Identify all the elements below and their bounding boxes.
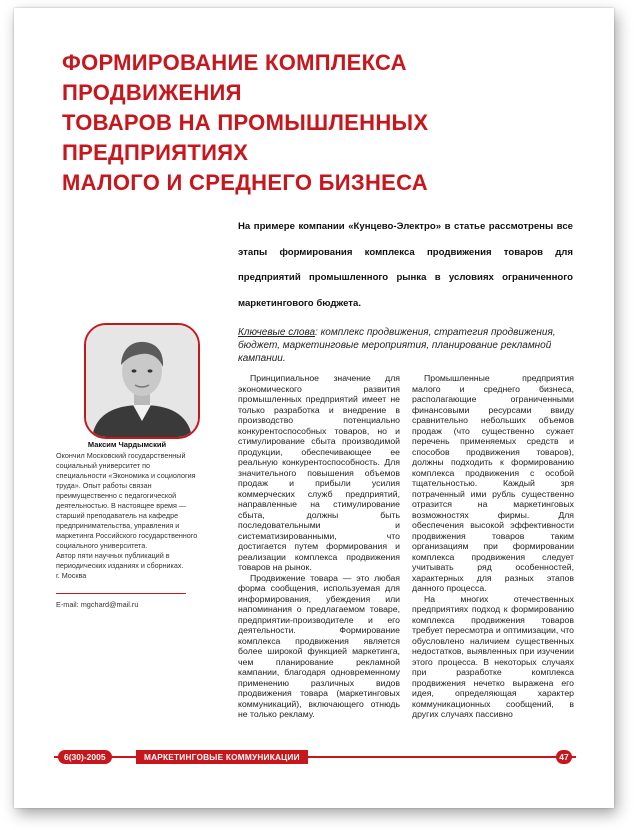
paragraph: На многих отечественных предприятиях подход к формированию комплекса продвижения товаров требует пересмотра и оптимизации, что обусловлено наличием существенных недостатков, выявленных при изучении этого процесса. В некоторых случаях при разработке комплекса продвижения нечетко выражена его идея, определяющая характер коммуникационных сообщений, в других случаях пассивно <box>412 593 574 719</box>
body-column-1 <box>238 373 400 720</box>
author-divider <box>56 593 186 594</box>
paragraph: Принципиальное значение для экономического развития промышленных предприятий имеет не только разработка и внедрение в производство потенциально конкурентоспособных товаров, но и стимулирование сбыта производимой продукции, обеспечивающее ее реальную конкурентоспособность. Для значительного повышения объемов продаж и прибыли усилия коммерческих служб предприятий, направленные на стимулирование сбыта, должны быть последовательными и систематизированными, что достигается путем формирования и реализации комплекса продвижения товаров на рынок. <box>238 373 400 572</box>
author-city: г. Москва <box>56 571 87 580</box>
title-line-1: ФОРМИРОВАНИЕ КОМПЛЕКСА ПРОДВИЖЕНИЯ <box>62 50 407 105</box>
author-publications: Автор пяти научных публикаций в периодических изданиях и сборниках. <box>56 551 184 570</box>
article-lead: На примере компании «Кунцево-Электро» в статье рассмотрены все этапы формирования комплекса продвижения товаров для предприятий промышленного рынка в условиях ограниченного маркетингового бюджета. <box>238 221 573 309</box>
magazine-page <box>14 8 614 808</box>
keywords-text: : комплекс продвижения, стратегия продвижения, бюджет, маркетинговые мероприятия, планирование рекламной кампании. <box>238 327 556 364</box>
issue-badge: 6(30)-2005 <box>58 750 112 764</box>
paragraph: Продвижение товара — это любая форма сообщения, используемая для информирования, убеждения или напоминания о предлагаемом товаре, предприятии-производителе и его деятельности. Формирование комплекса продвижения является более широкой функцией маркетинга, чем планирование рекламной кампании, благодаря одновременному применению различных видов продвижения товара (маркетинговых коммуникаций), включающего отнюдь не только рекламу. <box>238 572 400 719</box>
keywords <box>238 326 573 365</box>
author-email: E-mail: mgchard@mail.ru <box>56 600 139 609</box>
keywords-label: Ключевые слова <box>238 327 316 338</box>
footer-rule <box>54 756 576 758</box>
author-info <box>56 440 198 610</box>
page-number: 47 <box>556 750 572 764</box>
article-title <box>62 48 582 198</box>
page-footer <box>54 750 576 764</box>
journal-name: МАРКЕТИНГОВЫЕ КОММУНИКАЦИИ <box>136 750 308 764</box>
author-name: Максим Чардымский <box>87 440 167 449</box>
title-line-3: МАЛОГО И СРЕДНЕГО БИЗНЕСА <box>62 170 428 195</box>
paragraph: Промышленные предприятия малого и среднего бизнеса, располагающие ограниченными финансовыми ресурсами ввиду сравнительно небольших объемов продаж (что существенно сужает перечень применяемых средств и способов продвижения товаров), должны подходить к формированию комплекса продвижения с особой тщательностью. Каждый зря потраченный ими рубль существенно отразится на маркетинговых возможностях фирмы. Для обеспечения высокой эффективности продвижения товаров таким организациям при формировании комплекса продвижения следует учитывать ряд особенностей, характерных для разных этапов данного процесса. <box>412 373 574 593</box>
author-photo <box>84 323 200 439</box>
author-bio: Окончил Московский государственный социальный университет по специальности «Экономика и социология труда». Опыт работы связан преимущественно с педагогической деятельностью. В настоящее время — старший преподаватель на кафедре предпринимательства, управления и маркетинга Российского государственного социального университета. <box>56 451 198 550</box>
body-column-2 <box>412 373 574 720</box>
title-line-2: ТОВАРОВ НА ПРОМЫШЛЕННЫХ ПРЕДПРИЯТИЯХ <box>62 110 429 165</box>
